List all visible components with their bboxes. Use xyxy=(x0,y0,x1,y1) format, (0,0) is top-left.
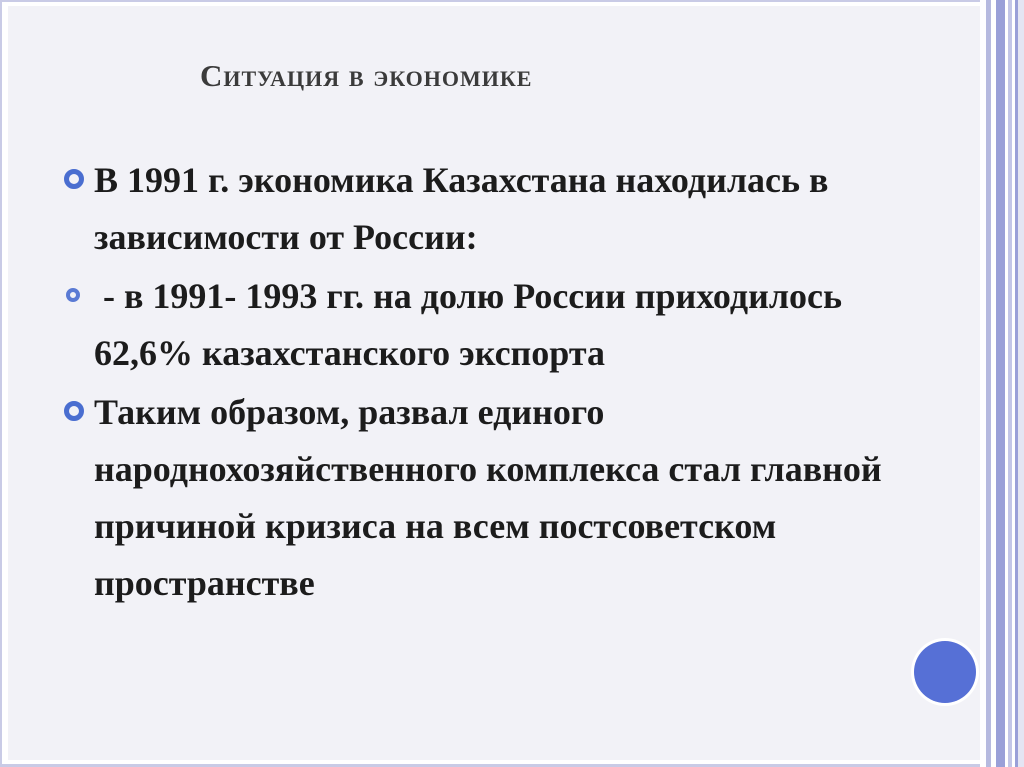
bullet-text: Таким образом, развал единого народнохозяйственного комплекса стал главной причиной кризиса на всем постсоветском пространстве xyxy=(94,392,882,603)
bullet-list xyxy=(60,152,940,614)
frame-left-line xyxy=(0,0,2,767)
ring-bullet-icon xyxy=(66,288,80,302)
bullet-item xyxy=(60,268,940,382)
bullet-item xyxy=(60,384,940,612)
bullet-text: - в 1991- 1993 гг. на долю России приходилось 62,6% казахстанского экспорта xyxy=(94,276,852,373)
slide-title: Ситуация в экономике xyxy=(200,58,533,93)
decorative-stripe xyxy=(1018,0,1024,767)
frame-top-line xyxy=(0,0,1024,2)
ring-bullet-icon xyxy=(64,401,84,421)
decorative-circle xyxy=(914,641,976,703)
bullet-item xyxy=(60,152,940,266)
bullet-text: В 1991 г. экономика Казахстана находилась в зависимости от России: xyxy=(94,160,829,257)
decorative-stripe xyxy=(996,0,1005,767)
ring-bullet-icon xyxy=(64,169,84,189)
